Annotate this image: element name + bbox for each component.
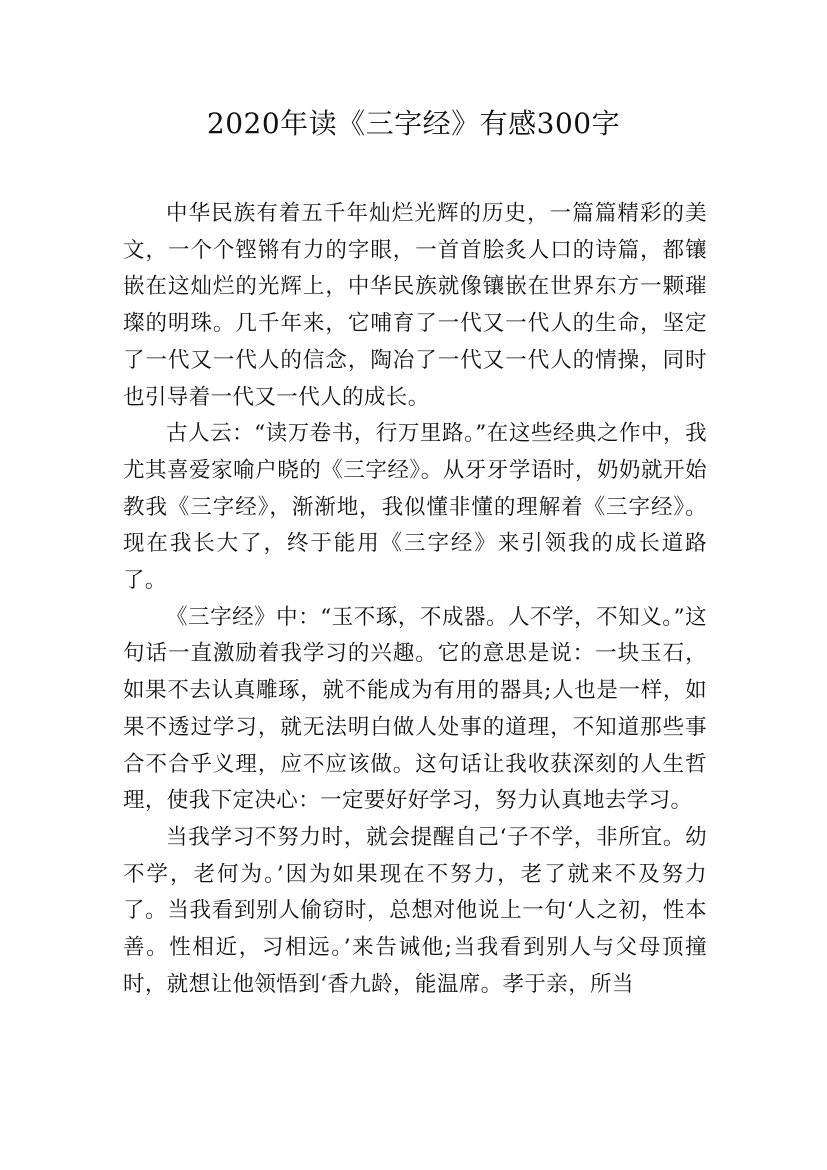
document-body (123, 196, 707, 1003)
paragraph-2: 古人云：“读万卷书，行万里路。”在这些经典之作中，我尤其喜爱家喻户晓的《三字经》。从牙牙学语时，奶奶就开始教我《三字经》，渐渐地，我似懂非懂的理解着《三字经》。现在我长大了，终于能用《三字经》来引领我的成长道路了。 (123, 421, 707, 594)
paragraph-4: 当我学习不努力时，就会提醒自己‘子不学，非所宜。幼不学，老何为。’因为如果现在不努力，老了就来不及努力了。当我看到别人偷窃时，总想对他说上一句‘人之初，性本善。性相近，习相远。’来告诫他;当我看到别人与父母顶撞时，就想让他领悟到‘香九龄，能温席。孝于亲，所当 (123, 824, 707, 997)
paragraph-3: 《三字经》中：“玉不琢，不成器。人不学，不知义。”这句话一直激励着我学习的兴趣。它的意思是说：一块玉石，如果不去认真雕琢，就不能成为有用的器具;人也是一样，如果不透过学习，就无法明白做人处事的道理，不知道那些事合不合乎义理，应不应该做。这句话让我收获深刻的人生哲理，使我下定决心：一定要好好学习，努力认真地去学习。 (123, 604, 707, 814)
document-title: 2020年读《三字经》有感300字 (206, 107, 621, 140)
paragraph-1: 中华民族有着五千年灿烂光辉的历史，一篇篇精彩的美文，一个个铿锵有力的字眼，一首首脍炙人口的诗篇，都镶嵌在这灿烂的光辉上，中华民族就像镶嵌在世界东方一颗璀璨的明珠。几千年来，它哺育了一代又一代人的生命，坚定了一代又一代人的信念，陶冶了一代又一代人的情操，同时也引导着一代又一代人的成长。 (123, 201, 707, 410)
